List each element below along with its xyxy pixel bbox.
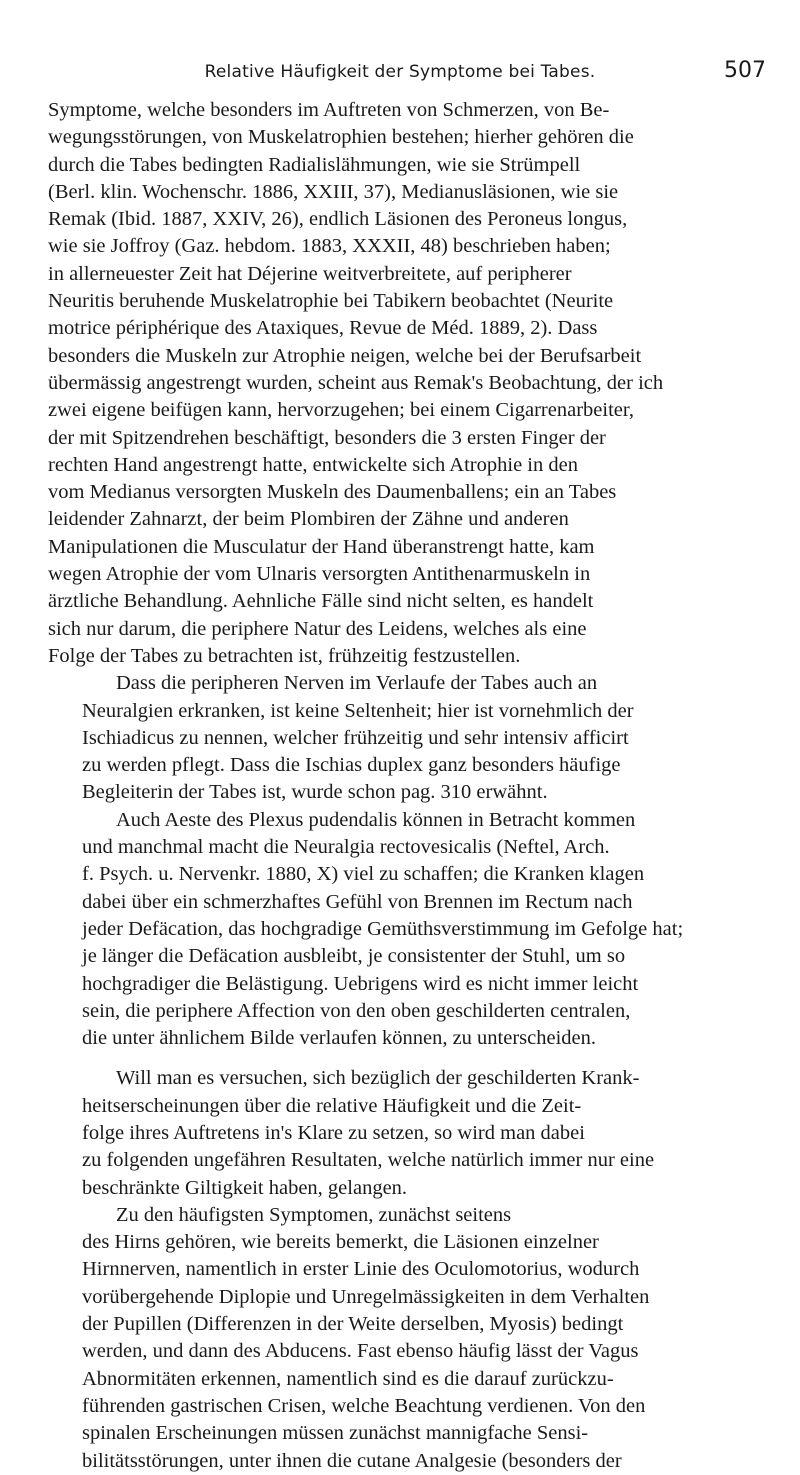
- text-line: Neuritis beruhende Muskelatrophie bei Tabikern beobachtet (Neurite: [48, 290, 614, 313]
- text-line: des Hirns gehören, wie bereits bemerkt, die Läsionen einzelner: [82, 1231, 599, 1254]
- paragraph: [48, 1202, 758, 1475]
- text-line: Auch Aeste des Plexus pudendalis können in Betracht kommen: [116, 808, 636, 831]
- text-line: vorübergehende Diplopie und Unregelmässigkeiten in dem Verhalten: [82, 1285, 650, 1308]
- text-line: in allerneuester Zeit hat Déjerine weitverbreitete, auf peripherer: [48, 262, 572, 285]
- text-line: je länger die Defäcation ausbleibt, je consistenter der Stuhl, um so: [82, 945, 626, 968]
- paragraph: [48, 670, 758, 806]
- text-line: beschränkte Giltigkeit haben, gelangen.: [82, 1176, 408, 1199]
- text-line: hochgradiger die Belästigung. Uebrigens wird es nicht immer leicht: [82, 972, 639, 995]
- page-number: 507: [724, 58, 766, 83]
- text-line: wegungsstörungen, von Muskelatrophien bestehen; hierher gehören die: [48, 126, 634, 149]
- text-line: sein, die periphere Affection von den oben geschilderten centralen,: [82, 999, 631, 1022]
- text-line: motrice périphérique des Ataxiques, Revue de Méd. 1889, 2). Dass: [48, 317, 598, 340]
- text-line: dabei über ein schmerzhaftes Gefühl von Brennen im Rectum nach: [82, 890, 633, 913]
- text-line: Abnormitäten erkennen, namentlich sind es die darauf zurückzu-: [82, 1367, 614, 1390]
- body-text: [48, 97, 758, 1475]
- text-line: der Pupillen (Differenzen in der Weite derselben, Myosis) bedingt: [82, 1313, 624, 1336]
- text-line: wegen Atrophie der vom Ulnaris versorgten Antithenarmuskeln in: [48, 563, 591, 586]
- text-line: f. Psych. u. Nervenkr. 1880, X) viel zu schaffen; die Kranken klagen: [82, 863, 645, 886]
- text-line: Folge der Tabes zu betrachten ist, frühzeitig festzustellen.: [48, 644, 521, 667]
- text-line: Begleiterin der Tabes ist, wurde schon pag. 310 erwähnt.: [82, 781, 548, 804]
- text-line: jeder Defäcation, das hochgradige Gemüthsverstimmung im Gefolge hat;: [82, 917, 684, 940]
- text-line: die unter ähnlichem Bilde verlaufen können, zu unterscheiden.: [82, 1027, 597, 1050]
- text-line: (Berl. klin. Wochenschr. 1886, XXIII, 37), Medianusläsionen, wie sie: [48, 180, 619, 203]
- text-line: leidender Zahnarzt, der beim Plombiren der Zähne und anderen: [48, 508, 569, 531]
- text-line: führenden gastrischen Crisen, welche Beachtung verdienen. Von den: [82, 1394, 646, 1417]
- text-line: Remak (Ibid. 1887, XXIV, 26), endlich Läsionen des Peroneus longus,: [48, 208, 628, 231]
- text-line: wie sie Joffroy (Gaz. hebdom. 1883, XXXII, 48) beschrieben haben;: [48, 235, 611, 258]
- text-line: heitserscheinungen über die relative Häufigkeit und die Zeit-: [82, 1094, 582, 1117]
- text-line: bilitätsstörungen, unter ihnen die cutane Analgesie (besonders der: [82, 1449, 622, 1472]
- text-line: durch die Tabes bedingten Radialislähmungen, wie sie Strümpell: [48, 153, 581, 176]
- running-title: Relative Häufigkeit der Symptome bei Tabes.: [204, 62, 596, 82]
- text-line: Neuralgien erkranken, ist keine Seltenheit; hier ist vornehmlich der: [82, 699, 634, 722]
- text-line: Hirnnerven, namentlich in erster Linie des Oculomotorius, wodurch: [82, 1258, 640, 1281]
- text-line: zwei eigene beifügen kann, hervorzugehen; bei einem Cigarrenarbeiter,: [48, 399, 635, 422]
- text-line: Ischiadicus zu nennen, welcher frühzeitig und sehr intensiv afficirt: [82, 726, 629, 749]
- paragraph: [48, 807, 758, 1053]
- text-line: Zu den häufigsten Symptomen, zunächst seitens: [116, 1203, 512, 1226]
- text-line: Dass die peripheren Nerven im Verlaufe der Tabes auch an: [116, 672, 598, 695]
- text-line: Will man es versuchen, sich bezüglich der geschilderten Krank-: [116, 1067, 640, 1090]
- text-line: übermässig angestrengt wurden, scheint aus Remak's Beobachtung, der ich: [48, 371, 664, 394]
- text-line: besonders die Muskeln zur Atrophie neigen, welche bei der Berufsarbeit: [48, 344, 642, 367]
- text-line: vom Medianus versorgten Muskeln des Daumenballens; ein an Tabes: [48, 481, 617, 504]
- text-line: ärztliche Behandlung. Aehnliche Fälle sind nicht selten, es handelt: [48, 590, 594, 613]
- text-line: rechten Hand angestrengt hatte, entwickelte sich Atrophie in den: [48, 453, 578, 476]
- running-header: [30, 58, 770, 86]
- paragraph: [48, 97, 758, 670]
- text-line: zu folgenden ungefähren Resultaten, welche natürlich immer nur eine: [82, 1149, 655, 1172]
- text-line: Manipulationen die Musculatur der Hand überanstrengt hatte, kam: [48, 535, 595, 558]
- text-line: und manchmal macht die Neuralgia rectovesicalis (Neftel, Arch.: [82, 836, 610, 859]
- text-line: folge ihres Auftretens in's Klare zu setzen, so wird man dabei: [82, 1121, 585, 1144]
- text-line: werden, und dann des Abducens. Fast ebenso häufig lässt der Vagus: [82, 1340, 639, 1363]
- text-line: spinalen Erscheinungen müssen zunächst mannigfache Sensi-: [82, 1422, 589, 1445]
- paragraph: [48, 1065, 758, 1201]
- text-line: Symptome, welche besonders im Auftreten von Schmerzen, von Be-: [48, 99, 610, 121]
- text-line: der mit Spitzendrehen beschäftigt, besonders die 3 ersten Finger der: [48, 426, 606, 449]
- text-line: sich nur darum, die periphere Natur des Leidens, welches als eine: [48, 617, 587, 640]
- text-line: zu werden pflegt. Dass die Ischias duplex ganz besonders häufige: [82, 754, 621, 777]
